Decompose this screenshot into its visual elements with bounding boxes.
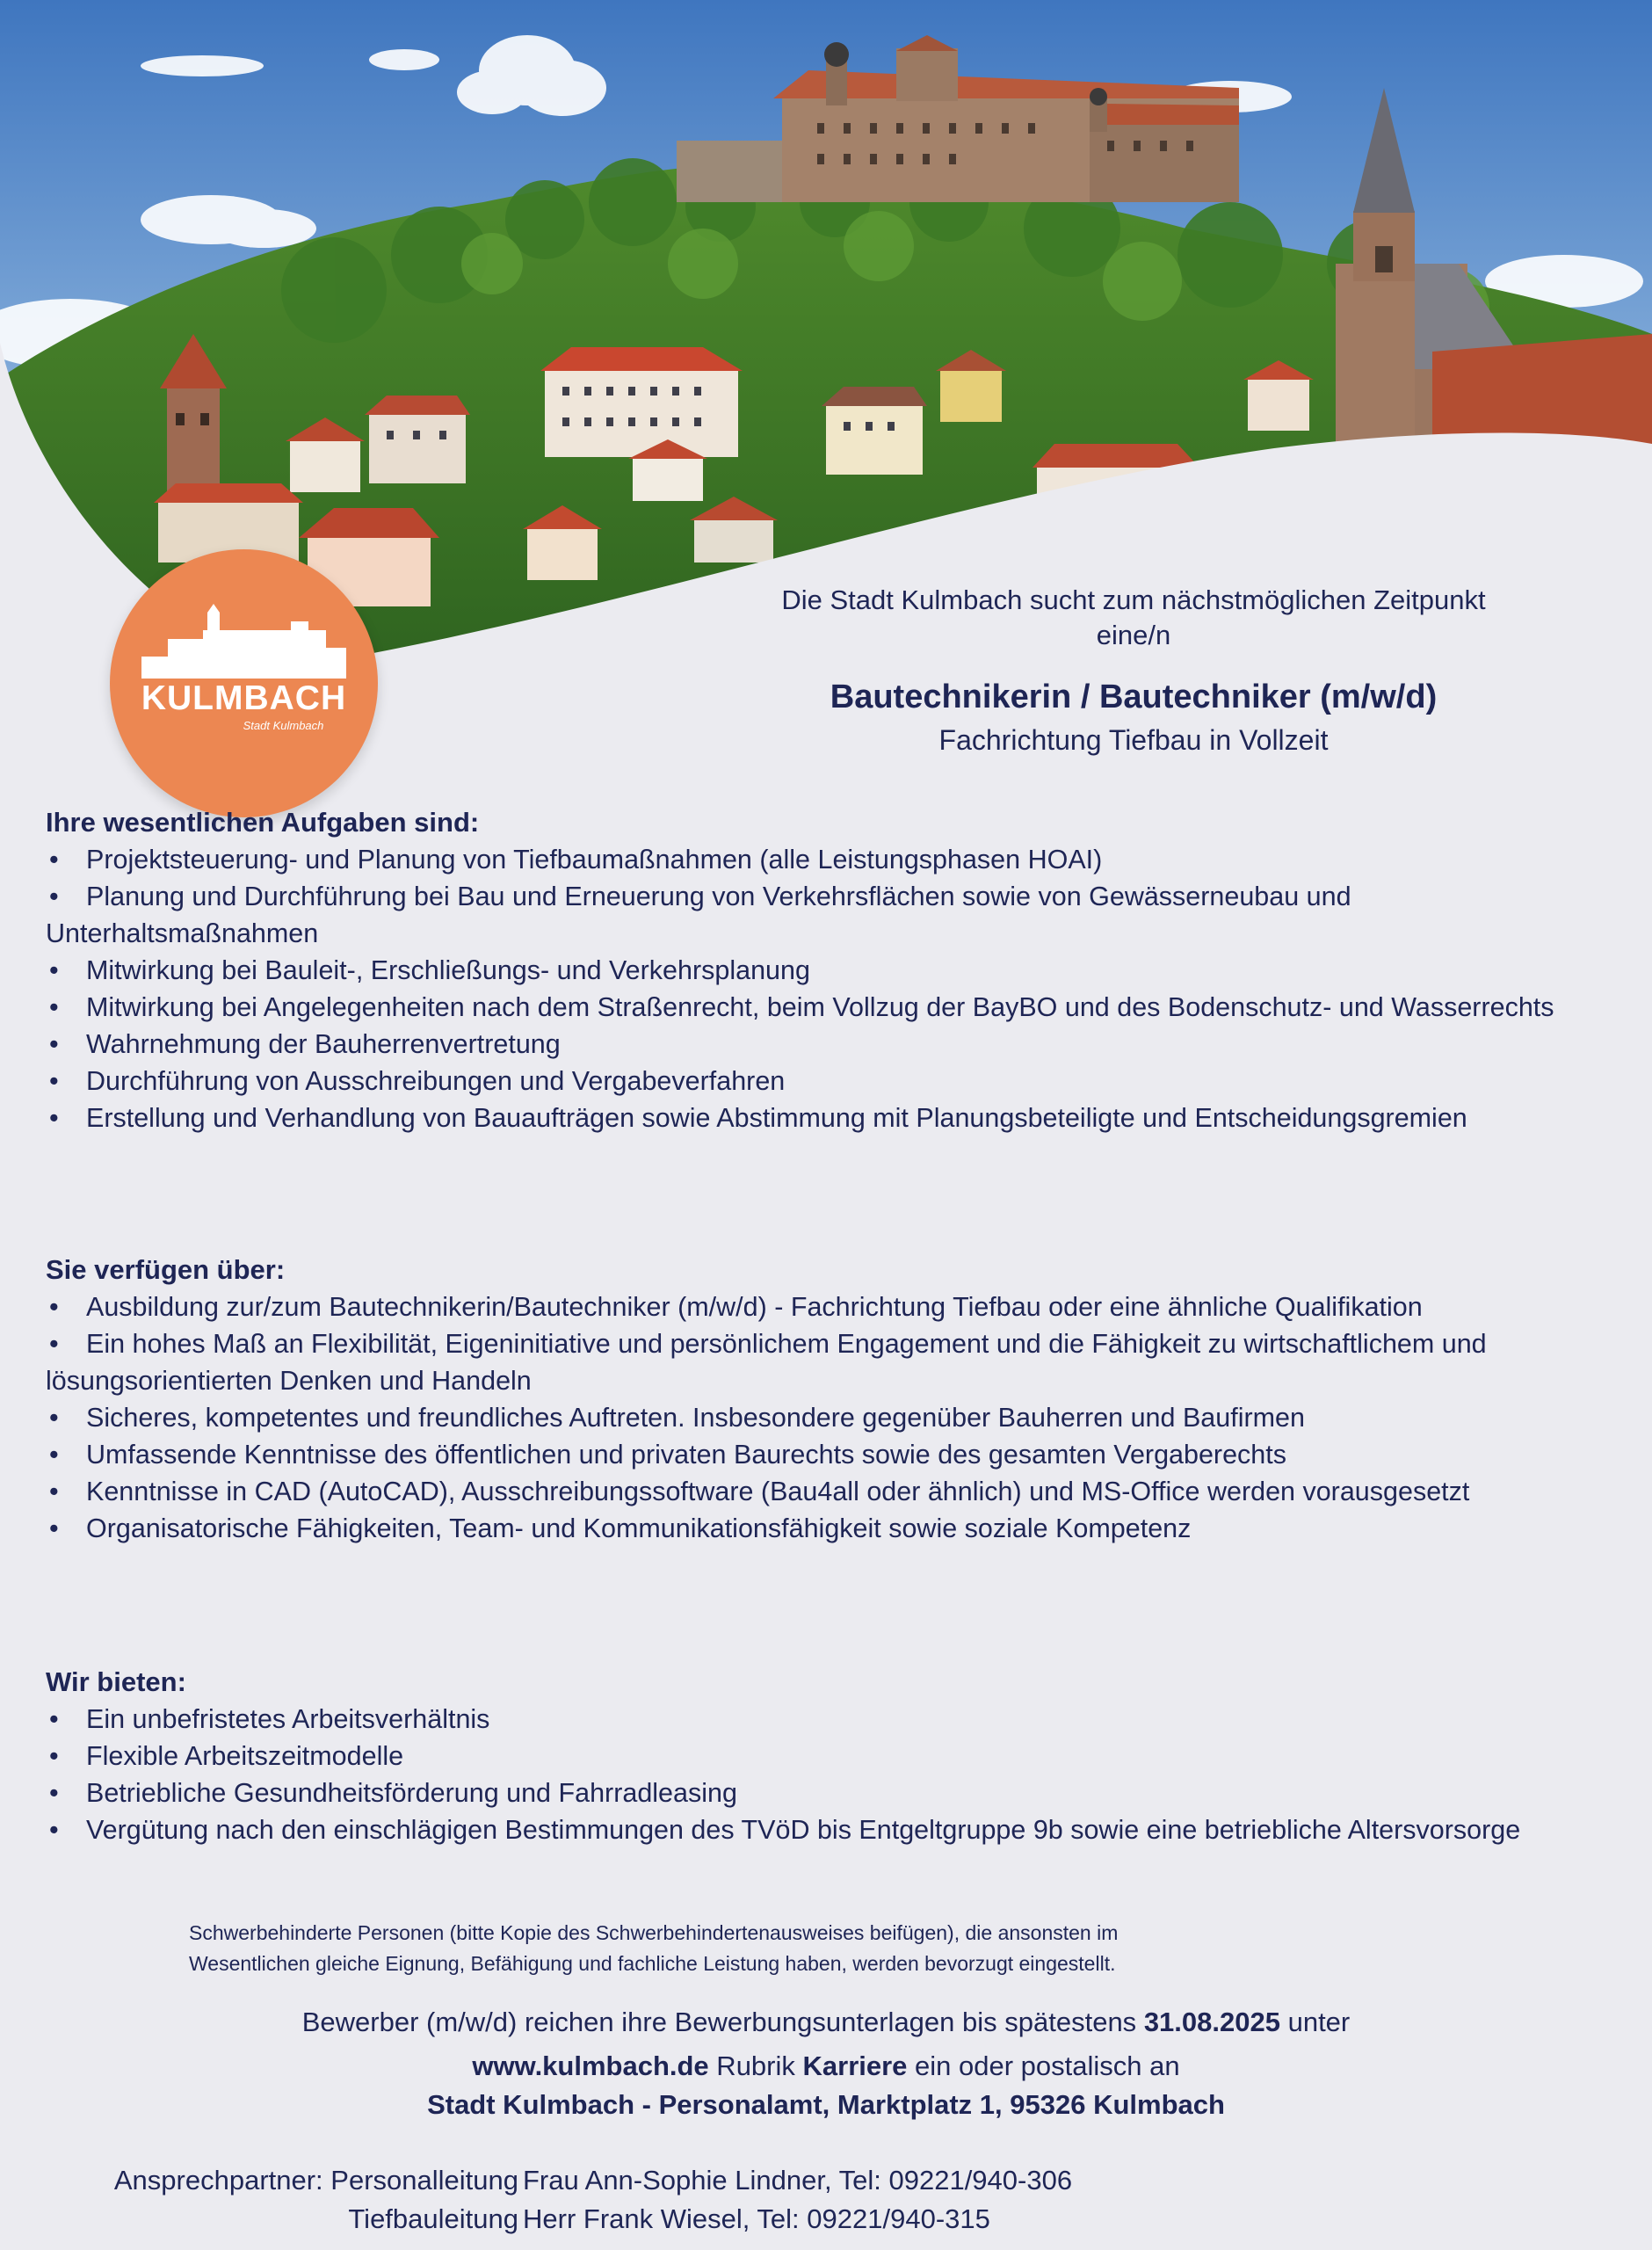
bullet-icon: • [49, 1329, 59, 1359]
list-item: • Durchführung von Ausschreibungen und Vergabeverfahren [46, 1063, 1557, 1100]
list-item: • Erstellung und Verhandlung von Bauaufträgen sowie Abstimmung mit Planungsbeteiligte und Entscheidungsgremien [46, 1100, 1557, 1136]
section-tasks [46, 804, 1557, 1136]
list-item: • Projektsteuerung- und Planung von Tiefbaumaßnahmen (alle Leistungsphasen HOAI) [46, 841, 1557, 878]
section-offers [46, 1664, 1557, 1848]
bullet-icon: • [49, 992, 59, 1022]
application-deadline: Bewerber (m/w/d) reichen ihre Bewerbungsunterlagen bis spätestens 31.08.2025 unter [301, 2007, 1351, 2037]
bullet-icon: • [49, 1029, 59, 1059]
contact-person: Herr Frank Wiesel, Tel: 09221/940-315 [523, 2203, 990, 2234]
bullet-icon: • [49, 1066, 59, 1096]
bullet-icon: • [49, 1403, 59, 1433]
karriere-label: Karriere [802, 2050, 908, 2081]
logo-wordmark: KULMBACH [141, 679, 347, 717]
bullet-icon: • [49, 1292, 59, 1322]
list-item: • Flexible Arbeitszeitmodelle [46, 1738, 1557, 1775]
list-item: • Sicheres, kompetentes und freundliches Auftreten. Insbesondere gegenüber Bauherren und Baufirmen [46, 1399, 1557, 1436]
section-heading: Wir bieten: [46, 1666, 186, 1697]
list-item: • Umfassende Kenntnisse des öffentlichen und privaten Baurechts sowie des gesamten Vergaberechts [46, 1436, 1557, 1473]
disability-notice [189, 1918, 1402, 1979]
logo-subline: Stadt Kulmbach [243, 719, 324, 732]
intro-line-2: eine/n [1096, 620, 1171, 650]
list-item: • Mitwirkung bei Bauleit-, Erschließungs- und Verkehrsplanung [46, 952, 1557, 989]
castle-icon [141, 604, 346, 679]
intro-line-1: Die Stadt Kulmbach sucht zum nächstmöglichen Zeitpunkt [781, 584, 1486, 615]
contact-row [53, 2200, 1283, 2239]
section-heading: Sie verfügen über: [46, 1254, 286, 1285]
list-item: • Ausbildung zur/zum Bautechnikerin/Bautechniker (m/w/d) - Fachrichtung Tiefbau oder eine ähnliche Qualifikation [46, 1288, 1557, 1325]
list-item: • Ein hohes Maß an Flexibilität, Eigeninitiative und persönlichem Engagement und die Fähigkeit zu wirtschaftlichem und lösungsorientierten Denken und Handeln [46, 1325, 1557, 1399]
list-item: • Planung und Durchführung bei Bau und Erneuerung von Verkehrsflächen sowie von Gewässerneubau und Unterhaltsmaßnahmen [46, 878, 1557, 952]
bullet-icon: • [49, 1815, 59, 1845]
bullet-icon: • [49, 1477, 59, 1506]
notice-line-1: Schwerbehinderte Personen (bitte Kopie des Schwerbehindertenausweises beifügen), die ansonsten im [189, 1921, 1119, 1944]
bullet-icon: • [49, 955, 59, 985]
contact-persons [53, 2161, 1283, 2239]
list-item: • Organisatorische Fähigkeiten, Team- und Kommunikationsfähigkeit sowie soziale Kompetenz [46, 1510, 1557, 1547]
intro-text [685, 583, 1582, 653]
list-item: • Betriebliche Gesundheitsförderung und Fahrradleasing [46, 1775, 1557, 1811]
bullet-icon: • [49, 1704, 59, 1734]
website-link[interactable]: www.kulmbach.de [472, 2050, 709, 2081]
bullet-icon: • [49, 1741, 59, 1771]
bullet-icon: • [49, 1440, 59, 1470]
application-channel: www.kulmbach.de Rubrik Karriere ein oder postalisch an [472, 2050, 1180, 2081]
bullet-icon: • [49, 882, 59, 911]
job-subtitle: Fachrichtung Tiefbau in Vollzeit [938, 724, 1329, 756]
list-item: • Mitwirkung bei Angelegenheiten nach dem Straßenrecht, beim Vollzug der BayBO und des Bodenschutz- und Wasserrechts [46, 989, 1557, 1026]
list-item: • Wahrnehmung der Bauherrenvertretung [46, 1026, 1557, 1063]
contact-label: Tiefbauleitung [348, 2203, 518, 2234]
bullet-icon: • [49, 1103, 59, 1133]
bullet-icon: • [49, 845, 59, 875]
bullet-icon: • [49, 1778, 59, 1808]
contact-label: Ansprechpartner: Personalleitung [113, 2165, 518, 2196]
bullet-icon: • [49, 1513, 59, 1543]
section-heading: Ihre wesentlichen Aufgaben sind: [46, 807, 480, 838]
postal-address: Stadt Kulmbach - Personalamt, Marktplatz 1, 95326 Kulmbach [427, 2089, 1225, 2120]
job-title: Bautechnikerin / Bautechniker (m/w/d) [830, 679, 1438, 715]
section-qualifications [46, 1252, 1557, 1547]
deadline-date: 31.08.2025 [1143, 2007, 1280, 2037]
contact-person: Frau Ann-Sophie Lindner, Tel: 09221/940-306 [523, 2165, 1073, 2196]
notice-line-2: Wesentlichen gleiche Eignung, Befähigung und fachliche Leistung haben, werden bevorzugt eingestellt. [189, 1952, 1116, 1975]
list-item: • Ein unbefristetes Arbeitsverhältnis [46, 1701, 1557, 1738]
kulmbach-logo [110, 549, 378, 817]
contact-row [53, 2161, 1283, 2200]
list-item: • Vergütung nach den einschlägigen Bestimmungen des TVöD bis Entgeltgruppe 9b sowie eine betriebliche Altersvorsorge [46, 1811, 1557, 1848]
list-item: • Kenntnisse in CAD (AutoCAD), Ausschreibungssoftware (Bau4all oder ähnlich) und MS-Office werden vorausgesetzt [46, 1473, 1557, 1510]
